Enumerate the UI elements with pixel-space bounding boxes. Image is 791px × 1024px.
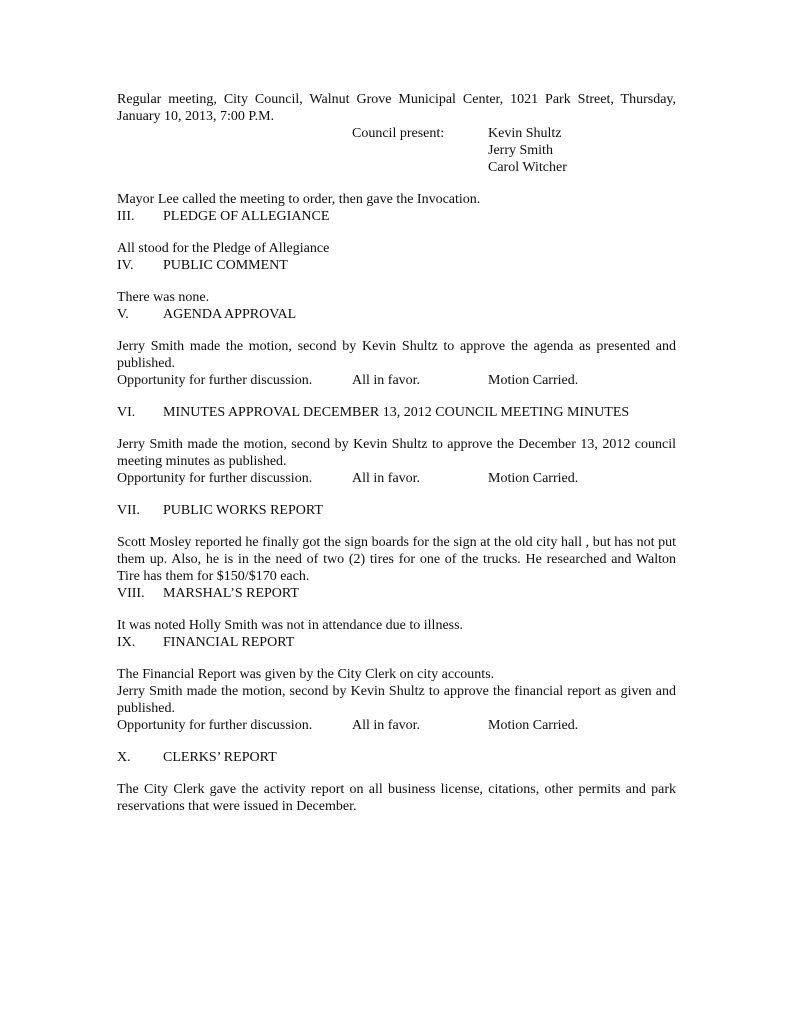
section-heading: [117, 404, 676, 421]
section-paragraph: There was none.: [117, 290, 210, 305]
section-clerks-report: [117, 749, 676, 815]
section-title: CLERKS’ REPORT: [163, 750, 277, 765]
section-body: [117, 436, 676, 487]
motion-carried: Motion Carried.: [488, 471, 579, 486]
section-title: FINANCIAL REPORT: [163, 635, 295, 650]
section-heading: [117, 306, 676, 323]
section-title: MINUTES APPROVAL DECEMBER 13, 2012 COUNCIL MEETING MINUTES: [163, 405, 630, 420]
section-paragraph: The Financial Report was given by the City Clerk on city accounts.: [117, 667, 495, 682]
section-pledge-of-allegiance: [117, 208, 676, 257]
motion-result-row: [117, 717, 676, 734]
section-numeral: V.: [117, 307, 129, 322]
council-member: Jerry Smith: [488, 143, 553, 158]
document-content: [117, 91, 676, 815]
section-paragraph: It was noted Holly Smith was not in attendance due to illness.: [117, 618, 464, 633]
motion-carried: Motion Carried.: [488, 373, 579, 388]
section-marshals-report: [117, 585, 676, 634]
section-agenda-approval: [117, 306, 676, 389]
section-heading: [117, 634, 676, 651]
section-numeral: IV.: [117, 258, 134, 273]
section-paragraph: The City Clerk gave the activity report on all business license, citations, other permits and park reservations that were issued in December.: [117, 782, 676, 814]
council-member: Kevin Shultz: [488, 126, 562, 141]
section-numeral: VIII.: [117, 586, 145, 601]
motion-favor: All in favor.: [352, 471, 421, 486]
motion-carried: Motion Carried.: [488, 718, 579, 733]
section-numeral: IX.: [117, 635, 136, 650]
section-heading: [117, 585, 676, 602]
section-heading: [117, 257, 676, 274]
section-public-works-report: [117, 502, 676, 585]
meeting-header: [117, 91, 676, 176]
council-member: Carol Witcher: [488, 160, 567, 175]
section-heading: [117, 208, 676, 225]
section-title: PLEDGE OF ALLEGIANCE: [163, 209, 330, 224]
section-paragraph: Jerry Smith made the motion, second by Kevin Shultz to approve the December 13, 2012 council meeting minutes as published.: [117, 437, 676, 469]
motion-favor: All in favor.: [352, 718, 421, 733]
section-body: [117, 683, 676, 734]
section-paragraph: Scott Mosley reported he finally got the sign boards for the sign at the old city hall , but has not put them up. Also, he is in the need of two (2) tires for one of the trucks. He researched and Walton Tire has them for $150/$170 each.: [117, 535, 676, 584]
motion-result-row: [117, 372, 676, 389]
meeting-intro: Regular meeting, City Council, Walnut Grove Municipal Center, 1021 Park Street, Thursday, January 10, 2013, 7:00 P.M.: [117, 92, 676, 124]
section-numeral: III.: [117, 209, 135, 224]
section-public-comment: [117, 257, 676, 306]
section-paragraph: Jerry Smith made the motion, second by Kevin Shultz to approve the financial report as given and published.: [117, 684, 676, 716]
section-title: PUBLIC WORKS REPORT: [163, 503, 323, 518]
council-member-row: [117, 142, 676, 159]
section-body: [117, 338, 676, 389]
council-member-row: [117, 159, 676, 176]
motion-favor: All in favor.: [352, 373, 421, 388]
section-numeral: X.: [117, 750, 131, 765]
section-paragraph: All stood for the Pledge of Allegiance: [117, 241, 330, 256]
section-heading: [117, 502, 676, 519]
section-minutes-approval: [117, 404, 676, 487]
section-heading: [117, 749, 676, 766]
section-financial-report: [117, 634, 676, 734]
motion-discussion: Opportunity for further discussion.: [117, 373, 313, 388]
motion-discussion: Opportunity for further discussion.: [117, 471, 313, 486]
motion-result-row: [117, 470, 676, 487]
council-present-row: [117, 125, 676, 142]
section-paragraph: Jerry Smith made the motion, second by Kevin Shultz to approve the agenda as presented and published.: [117, 339, 676, 371]
section-numeral: VI.: [117, 405, 136, 420]
section-numeral: VII.: [117, 503, 140, 518]
opening-line: Mayor Lee called the meeting to order, then gave the Invocation.: [117, 192, 481, 207]
section-title: MARSHAL’S REPORT: [163, 586, 299, 601]
motion-discussion: Opportunity for further discussion.: [117, 718, 313, 733]
council-present-label: Council present:: [352, 126, 445, 141]
section-title: AGENDA APPROVAL: [163, 307, 297, 322]
section-title: PUBLIC COMMENT: [163, 258, 288, 273]
